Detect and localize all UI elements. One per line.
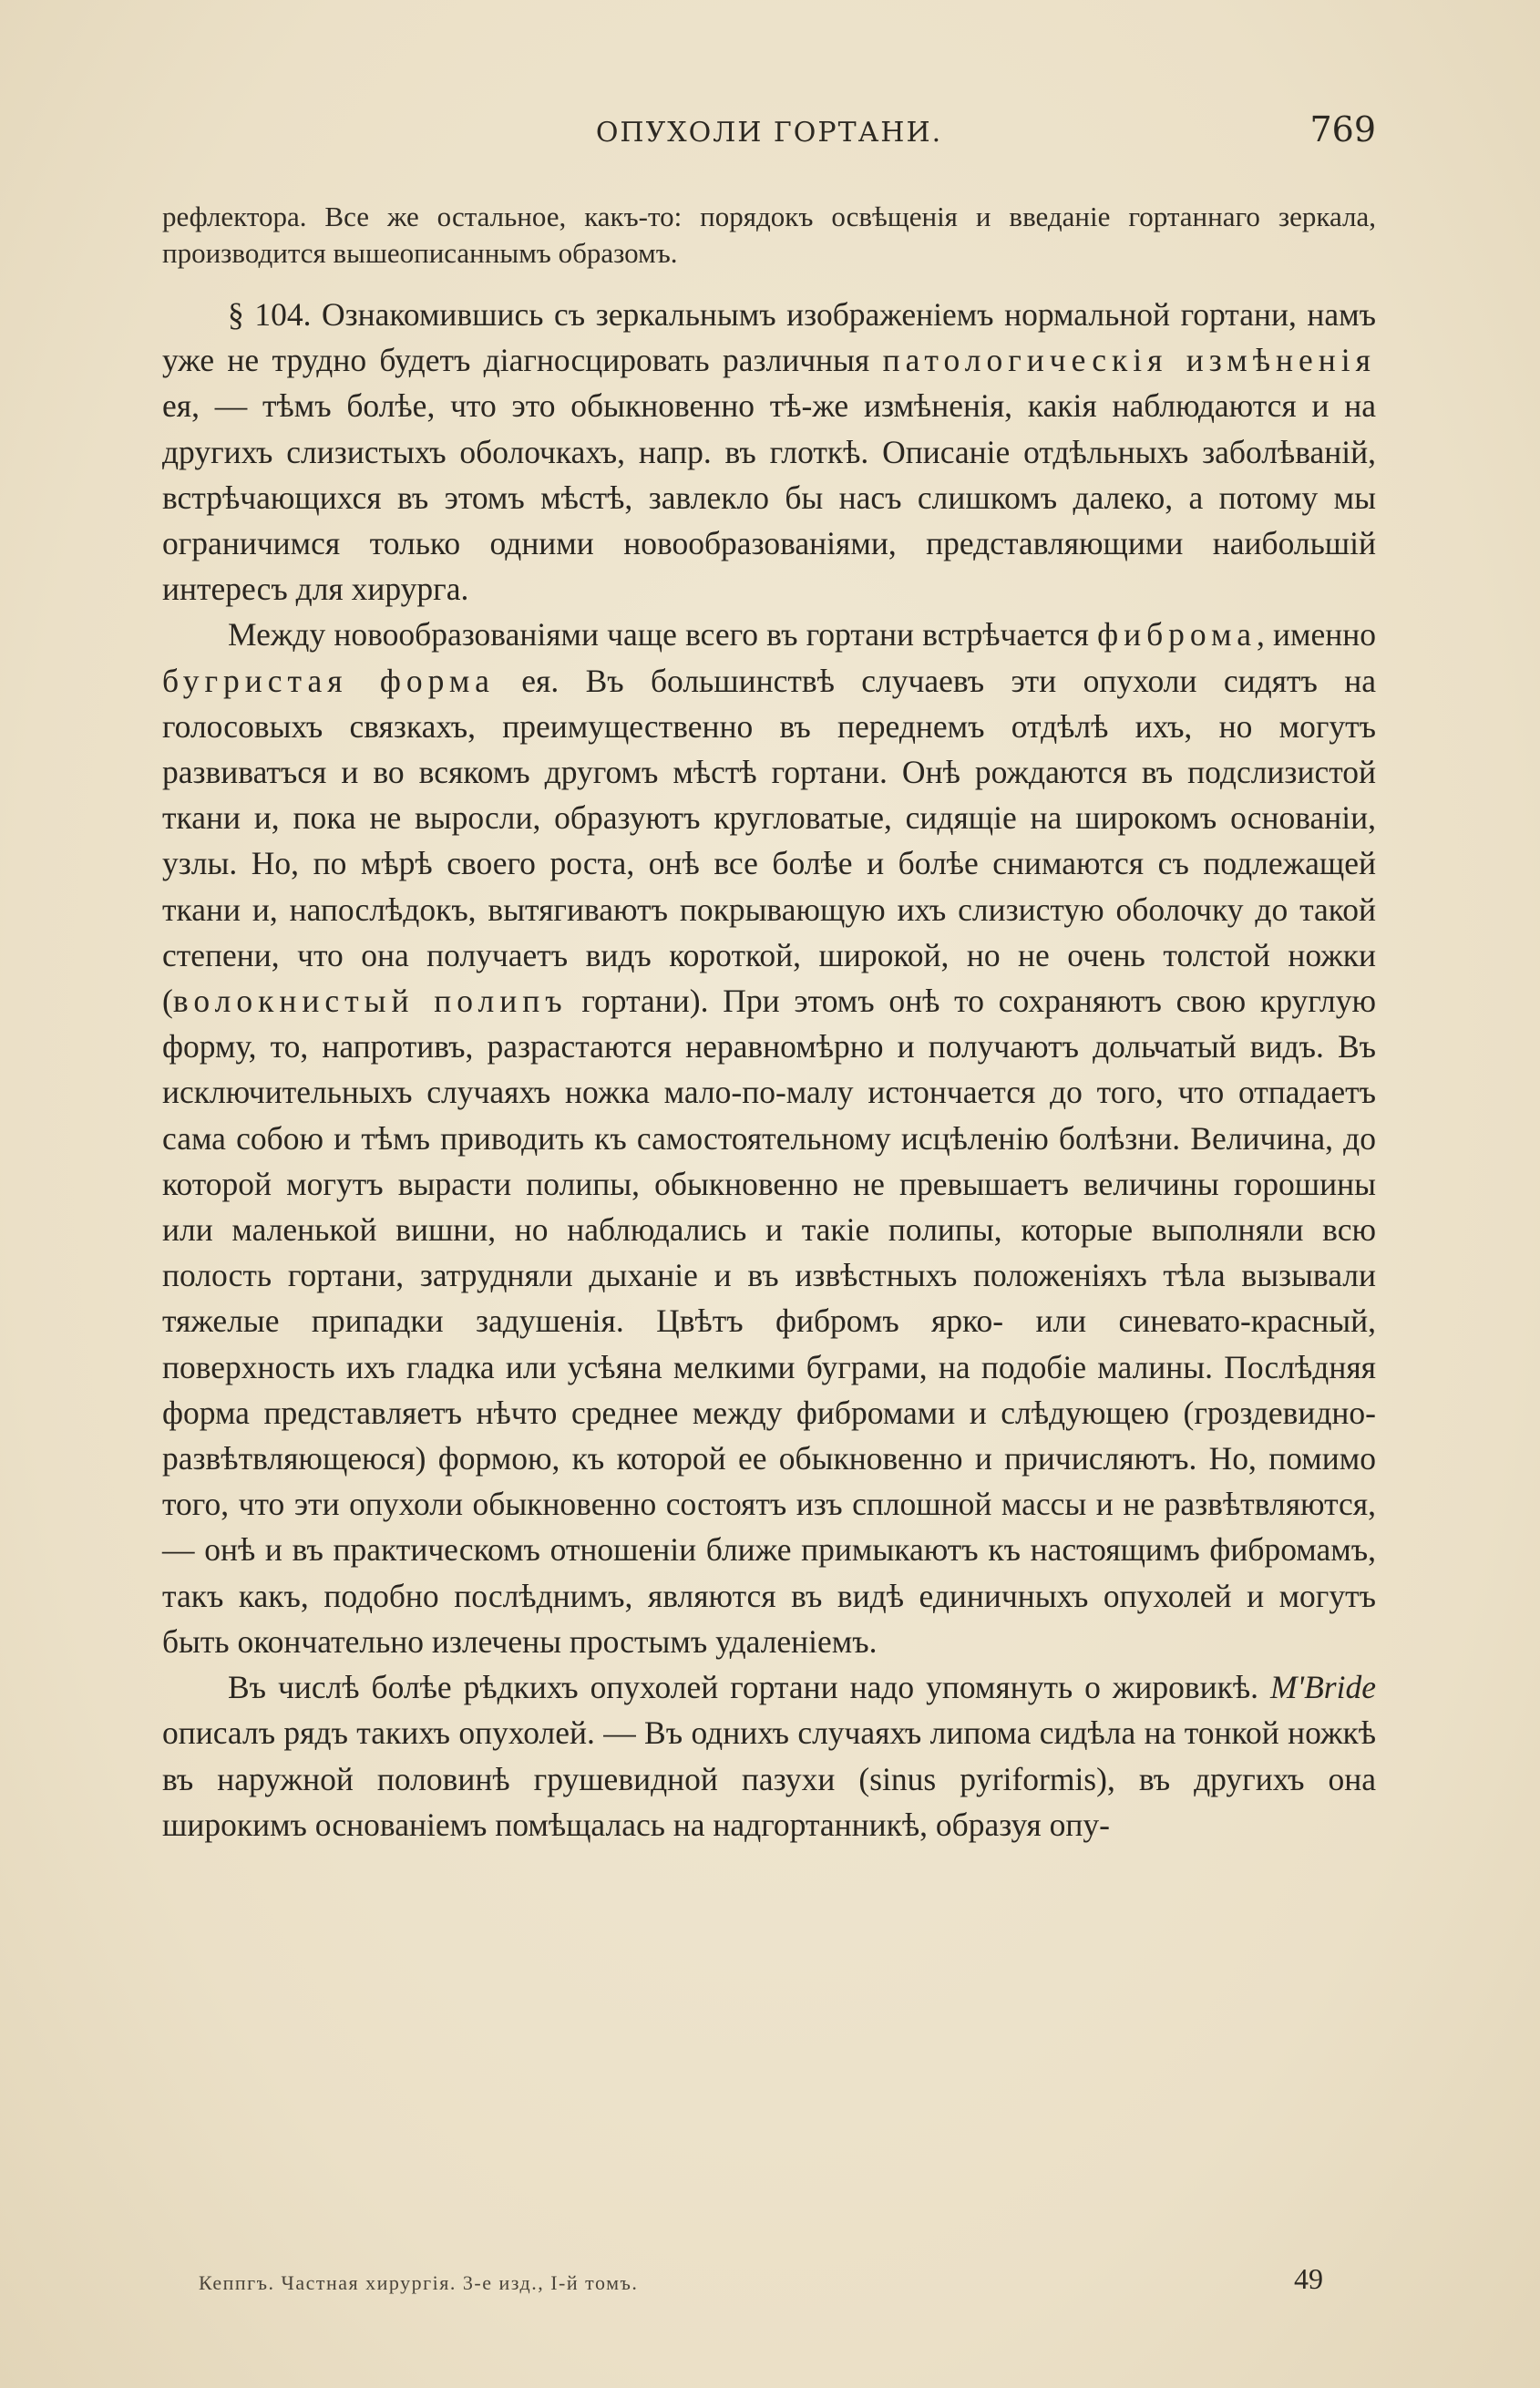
- author-name: M'Bride: [1269, 1669, 1376, 1706]
- emphasis-tuberous-form: бугристая форма: [162, 662, 495, 699]
- text-run: , именно: [1256, 616, 1376, 654]
- text-run: Между новообразованіями чаще всего въ гортани встрѣчается: [228, 616, 1098, 654]
- emphasis-fibrous-polyp: волокнистый полипъ: [172, 983, 568, 1020]
- text-run: § 104. Ознакомившись съ зеркальнымъ изображеніемъ нормальной гортани, намъ уже не трудно будетъ діагносцировать различныя: [162, 296, 1376, 379]
- text-run: ея, — тѣмъ болѣе, что это обыкновенно тѣ-же измѣненія, какія наблюдаются и на другихъ слизистыхъ оболочкахъ, напр. въ глоткѣ. Описаніе отдѣльныхъ заболѣваній, встрѣчающихся въ этомъ мѣстѣ, завлекло бы насъ слишкомъ далеко, а потому мы ограничимся только одними новообразованіями, представляющими наибольшій интересъ для хирурга.: [162, 387, 1376, 608]
- running-title: ОПУХОЛИ ГОРТАНИ.: [595, 117, 943, 149]
- sheet-number: 49: [1294, 2262, 1323, 2295]
- emphasis-pathology: патологическія измѣненія: [882, 342, 1376, 379]
- printer-signature: Кеппгъ. Частная хирургія. 3-е изд., I-й томъ.: [199, 2271, 639, 2294]
- text-run: гортани). При этомъ онѣ то сохраняютъ свою круглую форму, то, напротивъ, разрастаются неравномѣрно и получаютъ дольчатый видъ. Въ исключительныхъ случаяхъ ножка мало-по-малу истончается до того, что отпадаетъ сама собою и тѣмъ приводить къ самостоятельному исцѣленію болѣзни. Величина, до которой могутъ вырасти полипы, обыкновенно не превышаетъ величины горошины или маленькой вишни, но наблюдались и такіе полипы, которые выполняли всю полость гортани, затрудняли дыханіе и въ извѣстныхъ положеніяхъ тѣла вызывали тяжелые припадки задушенія. Цвѣтъ фибромъ ярко- или синевато-красный, поверхность ихъ гладка или усѣяна мелкими буграми, на подобіе малины. Послѣдняя форма представляетъ нѣчто среднее между фибромами и слѣдующею (гроздевидно-развѣтвляющеюся) формою, къ которой ее обыкновенно и причисляютъ. Но, помимо того, что эти опухоли обыкновенно состоятъ изъ сплошной массы и не развѣтвляются, — онѣ и въ практическомъ отношеніи ближе примыкаютъ къ настоящимъ фибромамъ, такъ какъ, подобно послѣднимъ, являются въ видѣ единичныхъ опухолей и могутъ быть окончательно излечены простымъ удаленіемъ.: [162, 983, 1377, 1660]
- page-number: 769: [1309, 109, 1376, 149]
- text-run: Въ числѣ болѣе рѣдкихъ опухолей гортани надо упомянуть о жировикѣ.: [228, 1669, 1270, 1706]
- text-run: описалъ рядъ такихъ опухолей. — Въ однихъ случаяхъ липома сидѣла на тонкой ножкѣ въ наружной половинѣ грушевидной пазухи (sinus pyriformis), въ другихъ она широкимъ основаніемъ помѣщалась на надгортанникѣ, образуя опу-: [162, 1714, 1376, 1843]
- text-run: ея. Въ большинствѣ случаевъ эти опухоли сидятъ на голосовыхъ связкахъ, преимущественно въ переднемъ отдѣлѣ ихъ, но могутъ развиватъся и во всякомъ другомъ мѣстѣ гортани. Онѣ рождаются въ подслизистой ткани и, пока не выросли, образуютъ кругловатые, сидящіе на широкомъ основаніи, узлы. Но, по мѣрѣ своего роста, онѣ все болѣе и болѣе снимаются съ подлежащей ткани и, напослѣдокъ, вытягиваютъ покрывающую ихъ слизистую оболочку до такой степени, что она получаетъ видъ короткой, широкой, но не очень толстой ножки (: [162, 662, 1376, 1020]
- page-header: [162, 109, 1376, 162]
- emphasis-fibroma: фиброма: [1097, 616, 1257, 654]
- paragraph-fibroma: [162, 612, 1376, 1664]
- paragraph-lipoma: [162, 1664, 1376, 1848]
- body-text: [162, 199, 1376, 1848]
- page-footer: [162, 2262, 1376, 2313]
- paragraph-104: [162, 292, 1376, 612]
- intro-paragraph: рефлектора. Все же остальное, какъ-то: порядокъ освѣщенія и введаніе гортаннаго зеркала, производится вышеописаннымъ образомъ.: [162, 201, 1376, 269]
